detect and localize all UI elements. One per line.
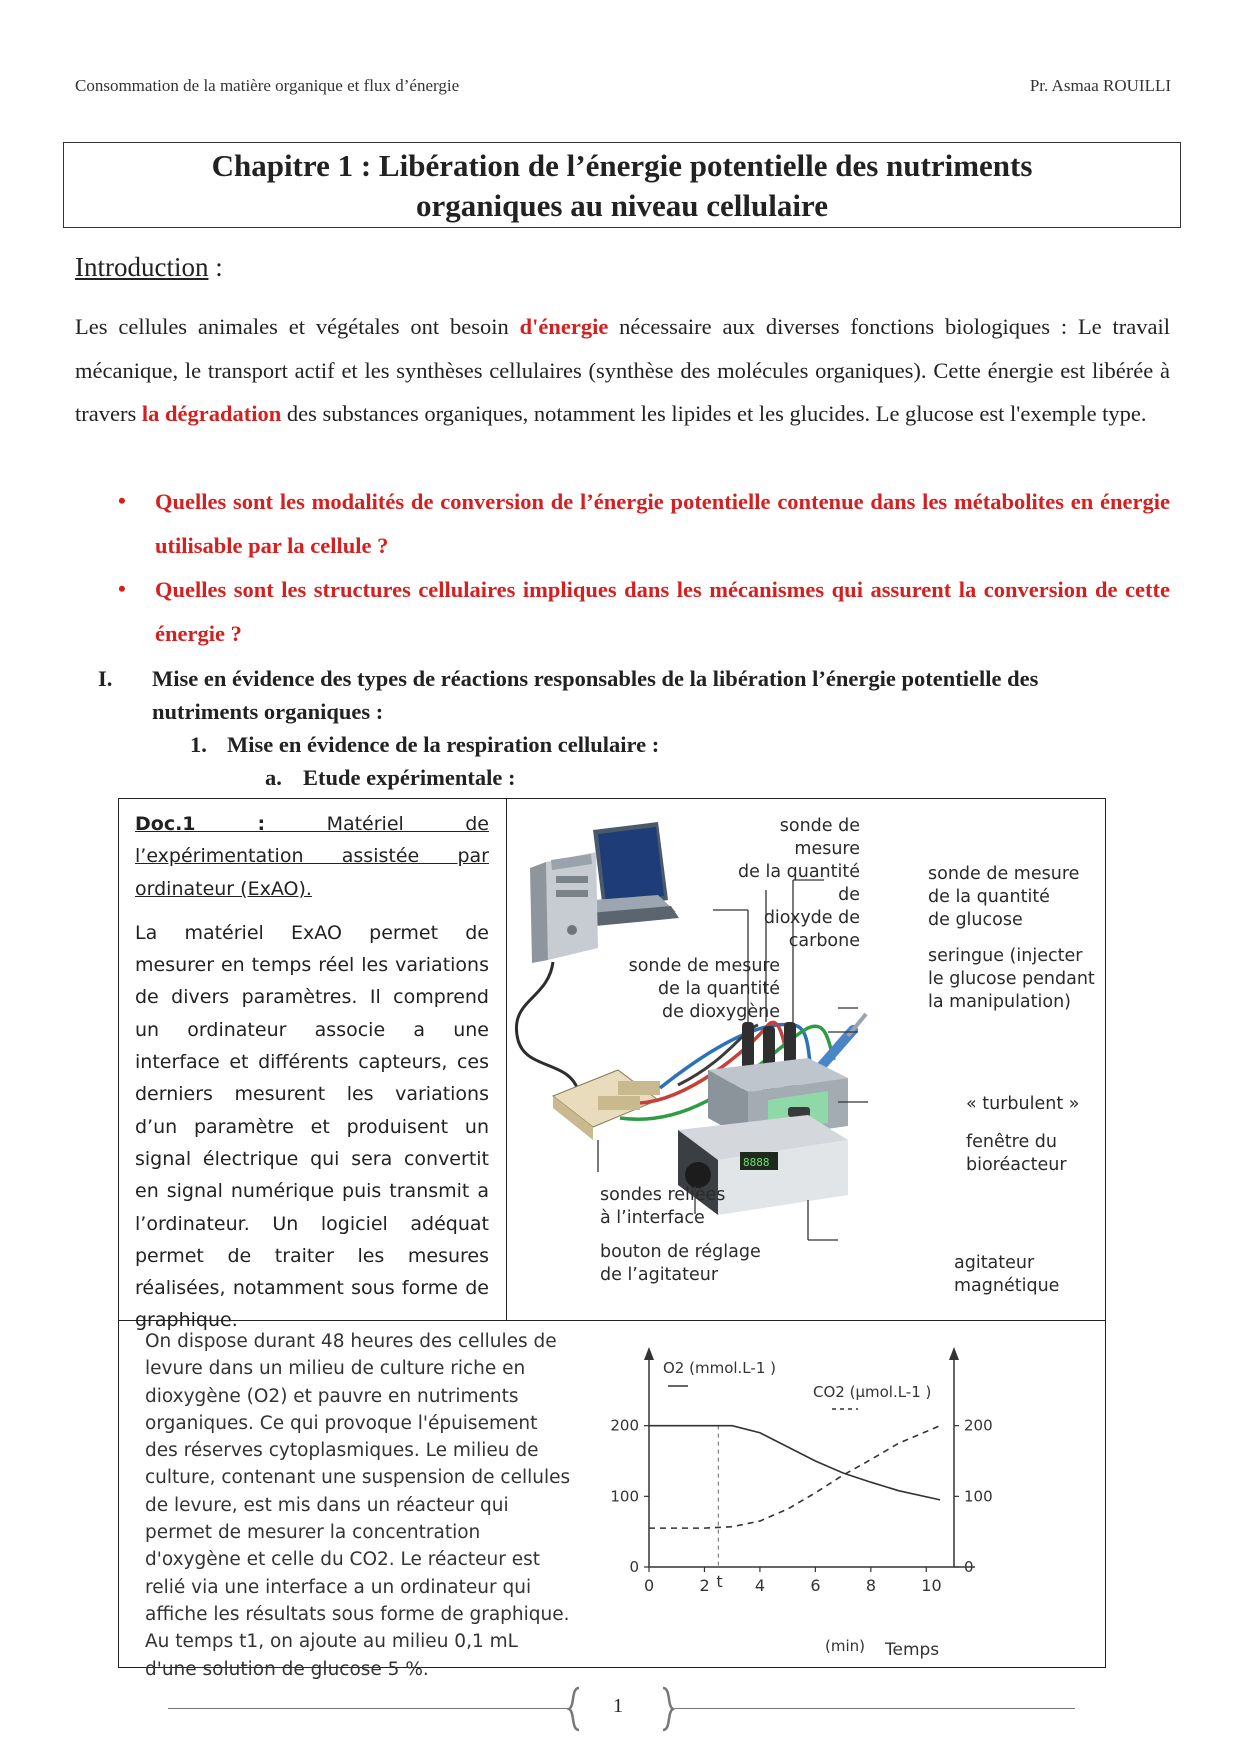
- section-I-title-line2: nutriments organiques :: [152, 699, 384, 724]
- y-left-tick-label: 200: [610, 1416, 639, 1435]
- doc1-title-rest: Matériel de l’expérimentation assistée par ordinateur (ExAO).: [135, 813, 489, 900]
- label-co2-probe-line3: dioxyde de carbone: [763, 908, 860, 951]
- label-stirrer-knob-line2: de l’agitateur: [600, 1265, 719, 1285]
- intro-text-1: Les cellules animales et végétales ont besoin: [75, 314, 520, 339]
- syringe: [818, 1014, 866, 1070]
- intro-heading-text: Introduction: [75, 252, 209, 282]
- y-left-tick-label: 100: [610, 1487, 639, 1506]
- label-syringe: [928, 945, 1095, 1014]
- stirrer-display: 8888: [743, 1156, 770, 1169]
- label-glucose-probe-line2: de la quantité: [928, 887, 1050, 907]
- section-I-num: I.: [98, 666, 113, 691]
- label-o2-probe-line1: sonde de mesure: [628, 956, 780, 976]
- y-left-axis-arrow: [644, 1347, 654, 1360]
- label-syringe-line1: seringue (injecter: [928, 946, 1083, 966]
- footer-brace-right: [661, 1686, 675, 1732]
- label-bioreactor-window-line1: fenêtre du: [966, 1132, 1057, 1152]
- header-left: Consommation de la matière organique et flux d’énergie: [75, 76, 460, 95]
- label-stirrer-knob: [600, 1241, 761, 1287]
- bullet-2: •: [118, 576, 126, 601]
- label-bioreactor-window-line2: bioréacteur: [966, 1155, 1067, 1175]
- label-co2-probe-line2: de la quantité de: [738, 862, 860, 905]
- label-glucose-probe-line3: de glucose: [928, 910, 1023, 930]
- chapter-title-box: [63, 142, 1181, 228]
- intro-highlight-energie: d'énergie: [519, 314, 609, 339]
- section-1-num: 1.: [190, 732, 207, 757]
- interface-block: [553, 1070, 660, 1140]
- experiment-description: On dispose durant 48 heures des cellules de levure dans un milieu de culture riche en dioxygène (O2) et pauvre en nutriments organiques. Ce qui provoque l'épuisement des réserves cytoplasmiques. Le milieu de culture, contenant une suspension de cellules de levure, est mis dans un réacteur qui permet de mesurer la concentration d'oxygène et celle du CO2. Le réacteur est relié via une interface a un ordinateur qui affiche les résultats sous forme de graphique. Au temps t1, on ajoute au milieu 0,1 mL d'une solution de glucose 5 %.: [145, 1331, 571, 1680]
- x-tick-label: 8: [865, 1576, 877, 1595]
- o2-co2-chart: [585, 1325, 995, 1665]
- y-right-axis-arrow: [949, 1347, 959, 1360]
- y-left-tick-label: 0: [629, 1558, 639, 1576]
- label-co2-probe-line1: sonde de mesure: [779, 816, 860, 859]
- co2-series-line: [649, 1426, 940, 1528]
- section-I-title-line1: Mise en évidence des types de réactions responsables de la libération l’énergie potentielle des: [152, 666, 1039, 691]
- x-tick-label: 6: [810, 1576, 821, 1595]
- section-1-title: Mise en évidence de la respiration cellulaire :: [227, 732, 660, 757]
- footer-brace-left: [567, 1686, 581, 1732]
- y-left-axis-label: O2 (mmol.L-1 ): [663, 1359, 776, 1377]
- x-tick-label: 10: [921, 1576, 942, 1595]
- intro-paragraph: [75, 305, 1170, 436]
- intro-highlight-degradation: la dégradation: [141, 401, 282, 426]
- footer-rule-left: [168, 1708, 568, 1709]
- y-right-axis-label: CO2 (µmol.L-1 ): [813, 1383, 932, 1401]
- x-axis-unit: (min): [825, 1637, 865, 1655]
- label-glucose-probe-line1: sonde de mesure: [928, 864, 1080, 884]
- chapter-title-line1: Chapitre 1 : Libération de l’énergie potentielle des nutriments: [211, 148, 1033, 183]
- doc1-title: [135, 808, 489, 905]
- question-1: Quelles sont les modalités de conversion de l’énergie potentielle contenue dans les métabolites en énergie utilisable par la cellule ?: [155, 489, 1170, 558]
- question-2: Quelles sont les structures cellulaires impliques dans les mécanismes qui assurent la conversion de cette énergie ?: [155, 577, 1170, 646]
- computer-tower: [530, 852, 598, 963]
- doc1-title-bold: Doc.1 :: [135, 813, 266, 835]
- label-o2-probe-line2: de la quantité: [658, 979, 780, 999]
- x-tick-label: 4: [754, 1576, 766, 1595]
- header-right: Pr. Asmaa ROUILLI: [1029, 76, 1171, 95]
- doc1-body: La matériel ExAO permet de mesurer en temps réel les variations de divers paramètres. Il comprend un ordinateur associe a une interface et différents capteurs, ces derniers mesurent les variations d’un paramètre et produisent un signal électrique qui sera convertit en signal numérique puis transmit a l’ordinateur. Un logiciel adéquat permet de traiter les mesures réalisées, notamment sous forme de graphique.: [135, 921, 489, 1332]
- x-tick-label: 0: [644, 1576, 655, 1595]
- label-probes-interface-line2: à l’interface: [600, 1208, 705, 1228]
- label-syringe-line3: la manipulation): [928, 992, 1072, 1012]
- label-probes-interface-line1: sondes reliées: [600, 1185, 726, 1205]
- t-marker-label: t: [716, 1572, 723, 1591]
- doc1-text: [135, 808, 489, 1337]
- section-a-title: Etude expérimentale :: [303, 765, 516, 790]
- label-glucose-probe: [928, 863, 1079, 932]
- y-right-tick-label: 200: [964, 1416, 993, 1435]
- label-magnetic-stirrer: [954, 1252, 1059, 1298]
- label-magnetic-stirrer-line2: magnétique: [954, 1276, 1060, 1296]
- footer-rule-right: [675, 1708, 1075, 1709]
- label-probes-interface: [600, 1184, 725, 1230]
- page-number: 1: [613, 1695, 623, 1717]
- label-magnetic-stirrer-line1: agitateur: [954, 1253, 1035, 1273]
- section-I-title: [152, 662, 1182, 728]
- label-o2-probe: [620, 955, 780, 1024]
- doc1-vertical-divider: [506, 798, 507, 1320]
- bullet-1: •: [118, 488, 126, 513]
- label-bioreactor-window: [966, 1131, 1067, 1177]
- y-right-tick-label: 100: [964, 1487, 993, 1506]
- label-co2-probe: [718, 815, 860, 953]
- label-syringe-line2: le glucose pendant: [928, 969, 1095, 989]
- o2-series-line: [649, 1426, 940, 1500]
- y-right-tick-label: 0: [964, 1558, 974, 1576]
- intro-heading: [75, 252, 223, 283]
- x-tick-label: 2: [699, 1576, 710, 1595]
- label-stirrer-knob-line1: bouton de réglage: [600, 1242, 761, 1262]
- chapter-title-line2: organiques au niveau cellulaire: [416, 188, 828, 223]
- label-o2-probe-line3: de dioxygène: [661, 1002, 780, 1022]
- intro-text-2: nécessaire aux diverses fonctions biologiques : Le travail mécanique, le transport actif et les synthèses cellulaires (synthèse des molécules organiques). Cette énergie est libérée à travers: [75, 314, 1170, 426]
- intro-heading-colon: :: [208, 252, 223, 282]
- x-axis-label: Temps: [885, 1640, 940, 1660]
- label-turbulent: « turbulent »: [966, 1094, 1080, 1114]
- intro-text-3: des substances organiques, notamment les lipides et les glucides. Le glucose est l'exemple type.: [281, 401, 1147, 426]
- section-a-num: a.: [265, 765, 282, 790]
